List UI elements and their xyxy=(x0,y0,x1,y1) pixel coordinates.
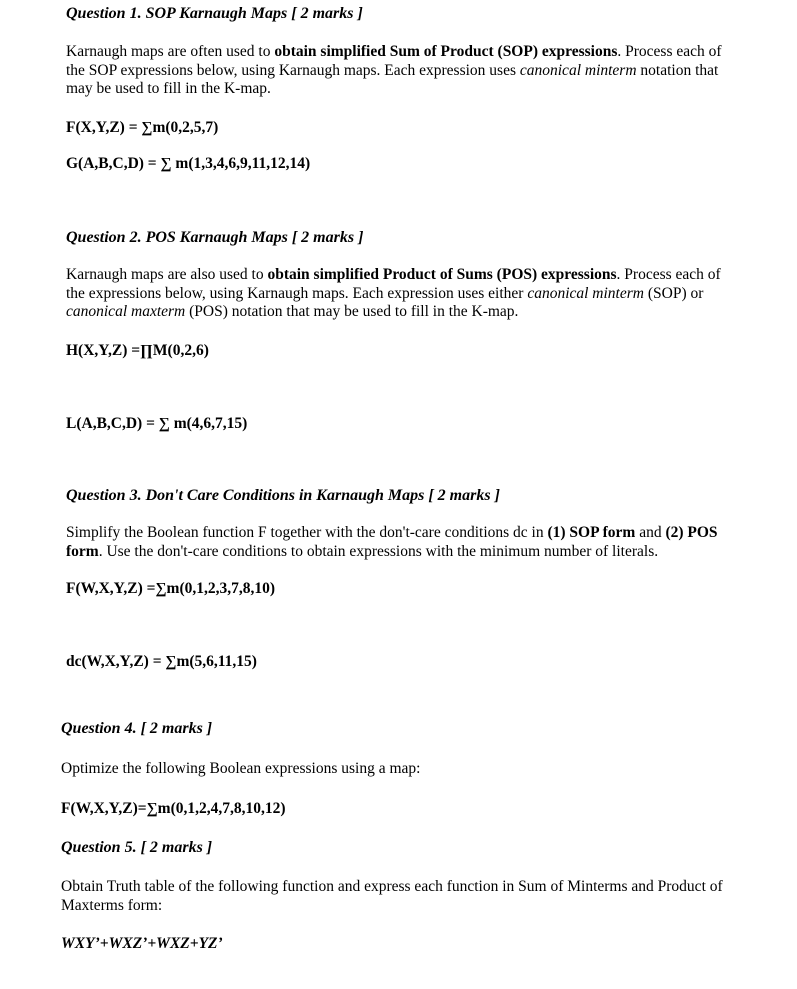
question-4-expression-f: F(W,X,Y,Z)=∑m(0,1,2,4,7,8,10,12) xyxy=(61,800,286,817)
question-5-heading: Question 5. [ 2 marks ] xyxy=(61,839,213,856)
q3-text-3: . Use the don't-care conditions to obtain expressions with the minimum number of literals. xyxy=(98,542,659,560)
question-1-paragraph xyxy=(66,43,738,99)
question-1-heading: Question 1. SOP Karnaugh Maps [ 2 marks ] xyxy=(66,5,363,22)
q3-bold-1: (1) SOP form xyxy=(547,524,636,541)
question-4-paragraph xyxy=(61,760,761,779)
q2-text-4: (POS) notation that may be used to fill in the K-map. xyxy=(185,303,519,320)
q2-text-2: . Process each of the expressions below, using Karnaugh maps. Each expression uses either xyxy=(66,266,721,302)
question-1-expression-f: F(X,Y,Z) = ∑m(0,2,5,7) xyxy=(66,119,219,136)
question-2-paragraph xyxy=(66,266,738,322)
question-2-expression-h: H(X,Y,Z) =∏M(0,2,6) xyxy=(66,342,209,359)
q1-bold-1: obtain simplified Sum of Product (SOP) expressions xyxy=(274,43,618,60)
q1-text-2: . Process each of the SOP expressions below, using Karnaugh maps. Each expression uses xyxy=(66,43,722,79)
question-5-paragraph xyxy=(61,878,771,915)
q2-italic-1: canonical minterm xyxy=(527,284,644,302)
q3-text-1: Simplify the Boolean function F together with the don't-care conditions dc in xyxy=(66,524,548,541)
q2-bold-1: obtain simplified Product of Sums (POS) expressions xyxy=(267,266,617,283)
q5-text-1: Obtain Truth table of the following function and express each function in Sum of Minterms and Product of Maxterms form: xyxy=(61,878,723,914)
q1-text-1: Karnaugh maps are often used to xyxy=(66,43,275,60)
question-1-expression-g: G(A,B,C,D) = ∑ m(1,3,4,6,9,11,12,14) xyxy=(66,155,311,172)
question-3-paragraph xyxy=(66,524,738,561)
question-3-expression-dc: dc(W,X,Y,Z) = ∑m(5,6,11,15) xyxy=(66,653,257,670)
q3-text-2: and xyxy=(635,524,666,541)
q1-italic-1: canonical minterm xyxy=(519,61,637,79)
question-4-heading: Question 4. [ 2 marks ] xyxy=(61,720,213,737)
q2-text-1: Karnaugh maps are also used to xyxy=(66,266,268,283)
question-3-heading: Question 3. Don't Care Conditions in Karnaugh Maps [ 2 marks ] xyxy=(66,487,500,504)
q2-text-3: (SOP) or xyxy=(643,284,704,302)
question-2-heading: Question 2. POS Karnaugh Maps [ 2 marks ] xyxy=(66,229,364,246)
q3-bold-2: (2) POS form xyxy=(66,524,718,560)
question-2-expression-l: L(A,B,C,D) = ∑ m(4,6,7,15) xyxy=(66,415,248,432)
question-3-expression-f: F(W,X,Y,Z) =∑m(0,1,2,3,7,8,10) xyxy=(66,580,276,597)
question-5-expression: WXY’+WXZ’+WXZ+YZ’ xyxy=(61,935,223,952)
q1-text-3: notation that may be used to fill in the K-map. xyxy=(66,61,719,97)
q2-italic-2: canonical maxterm xyxy=(66,303,186,320)
q4-text-1: Optimize the following Boolean expressions using a map: xyxy=(61,760,421,777)
